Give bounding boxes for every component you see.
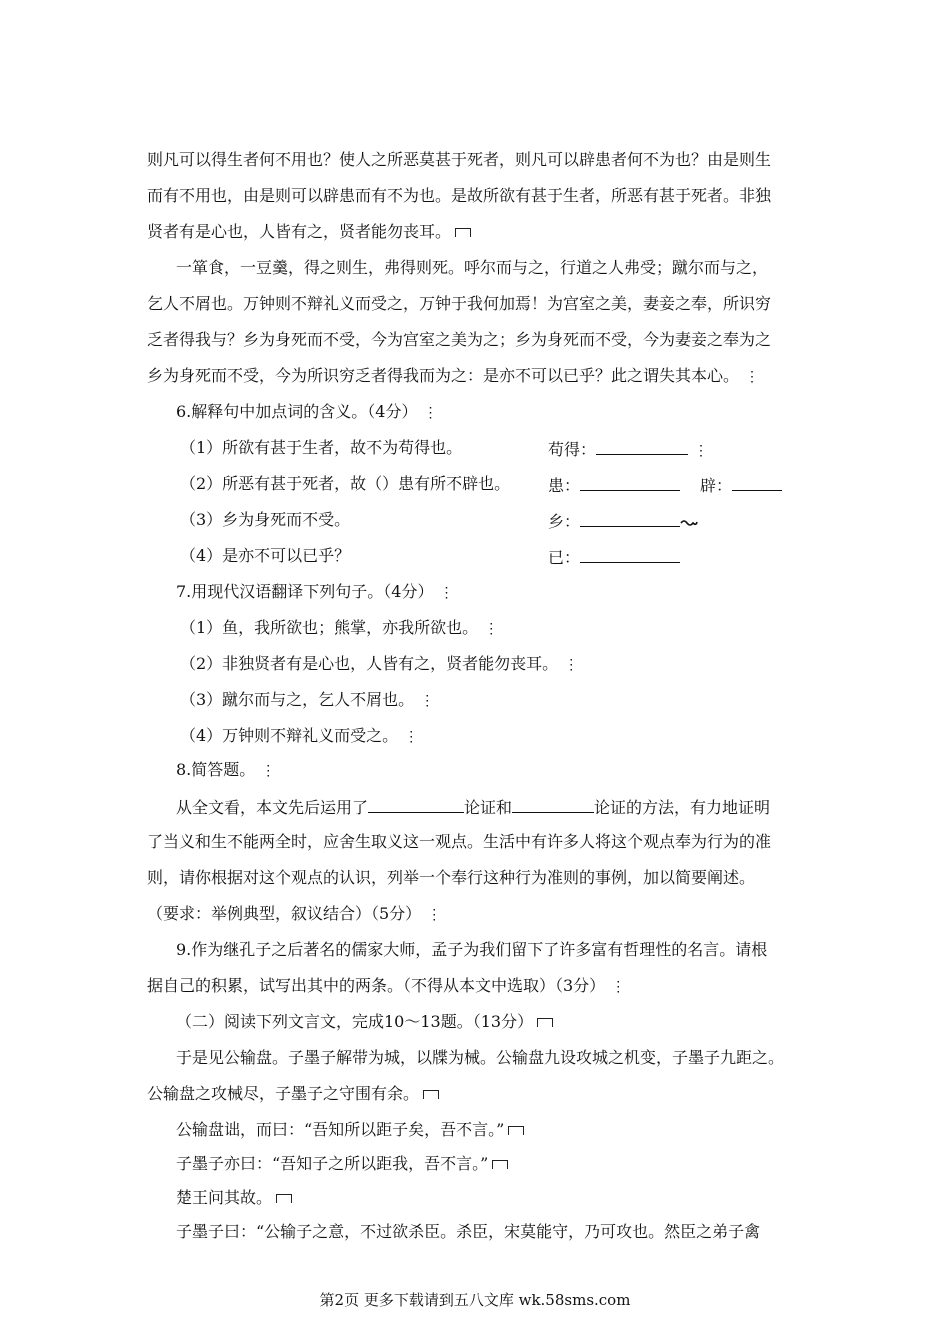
q7-title: 7.用现代汉语翻译下列句子。（4分） ⋮ [176, 582, 454, 601]
q9-line-1: 9.作为继孔子之后著名的儒家大师，孟子为我们留下了许多富有哲理性的名言。请根 [176, 940, 768, 959]
dots-icon: ⋮ [427, 907, 442, 923]
section2-line-2: 公输盘之攻械尽，子墨子之守围有余。 [147, 1084, 439, 1104]
answer-blank[interactable] [580, 510, 680, 527]
edit-mark-icon [276, 1194, 292, 1203]
section2-line-1: 于是见公输盘。子墨子解带为城，以牒为械。公输盘九设攻城之机变，子墨子九距之。 [176, 1048, 785, 1067]
answer-blank[interactable] [732, 474, 782, 491]
passage1-line-3: 贤者有是心也，人皆有之，贤者能勿丧耳。 [147, 222, 471, 242]
edit-mark-icon [423, 1090, 439, 1099]
q7-item-3: （3）蹴尔而与之，乞人不屑也。 ⋮ [180, 690, 435, 709]
answer-blank[interactable] [368, 796, 464, 813]
section2-title: （二）阅读下列文言文，完成10～13题。（13分） [176, 1012, 553, 1032]
passage1-line-4: 一箪食，一豆羹，得之则生，弗得则死。呼尔而与之，行道之人弗受；蹴尔而与之， [176, 258, 769, 277]
q6-answer-1: 苟得： ⋮ [548, 440, 709, 459]
edit-mark-icon [492, 1160, 508, 1169]
passage1-line-2: 而有不用也，由是则可以辟患而有不为也。是故所欲有甚于生者，所恶有甚于死者。非独 [147, 186, 772, 205]
q8-line-4: （要求：举例典型，叙议结合）（5分） ⋮ [147, 904, 442, 923]
section2-line-5: 楚王问其故。 [176, 1188, 292, 1208]
edit-mark-icon [537, 1018, 553, 1027]
edit-mark-icon [455, 228, 471, 237]
answer-blank[interactable] [580, 546, 680, 563]
q9-line-2: 据自己的积累，试写出其中的两条。（不得从本文中选取）（3分） ⋮ [147, 976, 626, 995]
answer-blank[interactable] [580, 474, 680, 491]
edit-mark-icon [508, 1126, 524, 1135]
answer-blank[interactable] [512, 796, 594, 813]
q6-item-4: （4）是亦不可以已乎？ [180, 546, 351, 565]
q6-item-2: （2）所恶有甚于死者，故（）患有所不辟也。 [180, 474, 511, 493]
page-footer: 第2页 更多下载请到五八文库 wk.58sms.com [319, 1291, 631, 1309]
answer-blank[interactable] [596, 438, 688, 455]
section2-line-4: 子墨子亦曰：“吾知子之所以距我，吾不言。” [176, 1154, 508, 1174]
q7-item-1: （1）鱼，我所欲也；熊掌，亦我所欲也。 ⋮ [180, 618, 499, 637]
dots-icon: ⋮ [439, 585, 454, 601]
q7-item-2: （2）非独贤者有是心也，人皆有之，贤者能勿丧耳。 ⋮ [180, 654, 579, 673]
dots-icon: ⋮ [745, 369, 760, 385]
dots-icon: ⋮ [611, 979, 626, 995]
dots-icon: ⋮ [484, 621, 499, 637]
q8-title: 8.简答题。 ⋮ [176, 760, 276, 779]
q8-line-3: 则，请你根据对这个观点的认识，列举一个奉行这种行为准则的事例，加以简要阐述。 [147, 868, 756, 887]
q6-item-3: （3）乡为身死而不受。 [180, 510, 351, 529]
dots-icon: ⋮ [564, 657, 579, 673]
passage1-line-5: 乞人不屑也。万钟则不辩礼义而受之，万钟于我何加焉！为宫室之美，妻妾之奉，所识穷 [147, 294, 772, 313]
dots-icon: ⋮ [694, 443, 709, 459]
section2-line-3: 公输盘诎，而曰：“吾知所以距子矣，吾不言。” [176, 1120, 524, 1140]
q6-answer-4: 已： [548, 546, 680, 568]
dots-icon: ⋮ [423, 405, 438, 421]
q8-line-1: 从全文看，本文先后运用了 论证和 论证的方法，有力地证明 [176, 798, 771, 817]
passage1-line-7: 乡为身死而不受，今为所识穷乏者得我而为之：是亦不可以已乎？此之谓失其本心。 ⋮ [147, 366, 760, 385]
q8-line-2: 了当义和生不能两全时，应舍生取义这一观点。生活中有许多人将这个观点奉为行为的准 [147, 832, 772, 851]
dots-icon: ⋮ [404, 729, 419, 745]
q6-answer-2: 患： 辟： [548, 474, 782, 496]
q7-item-4: （4）万钟则不辩礼义而受之。 ⋮ [180, 726, 419, 745]
passage1-line-6: 乏者得我与？乡为身死而不受，今为宫室之美为之；乡为身死而不受，今为妻妾之奉为之 [147, 330, 772, 349]
passage1-line-1: 则凡可以得生者何不用也？使人之所恶莫甚于死者，则凡可以辟患者何不为也？由是则生 [147, 150, 772, 169]
squiggle-icon [680, 518, 698, 528]
q6-answer-3: 乡： [548, 510, 698, 532]
section2-line-6: 子墨子曰：“公输子之意，不过欲杀臣。杀臣，宋莫能守，乃可攻也。然臣之弟子禽 [176, 1222, 761, 1241]
q6-title: 6.解释句中加点词的含义。（4分） ⋮ [176, 402, 438, 421]
q6-item-1: （1）所欲有甚于生者，故不为苟得也。 [180, 438, 463, 457]
dots-icon: ⋮ [420, 693, 435, 709]
dots-icon: ⋮ [261, 763, 276, 779]
